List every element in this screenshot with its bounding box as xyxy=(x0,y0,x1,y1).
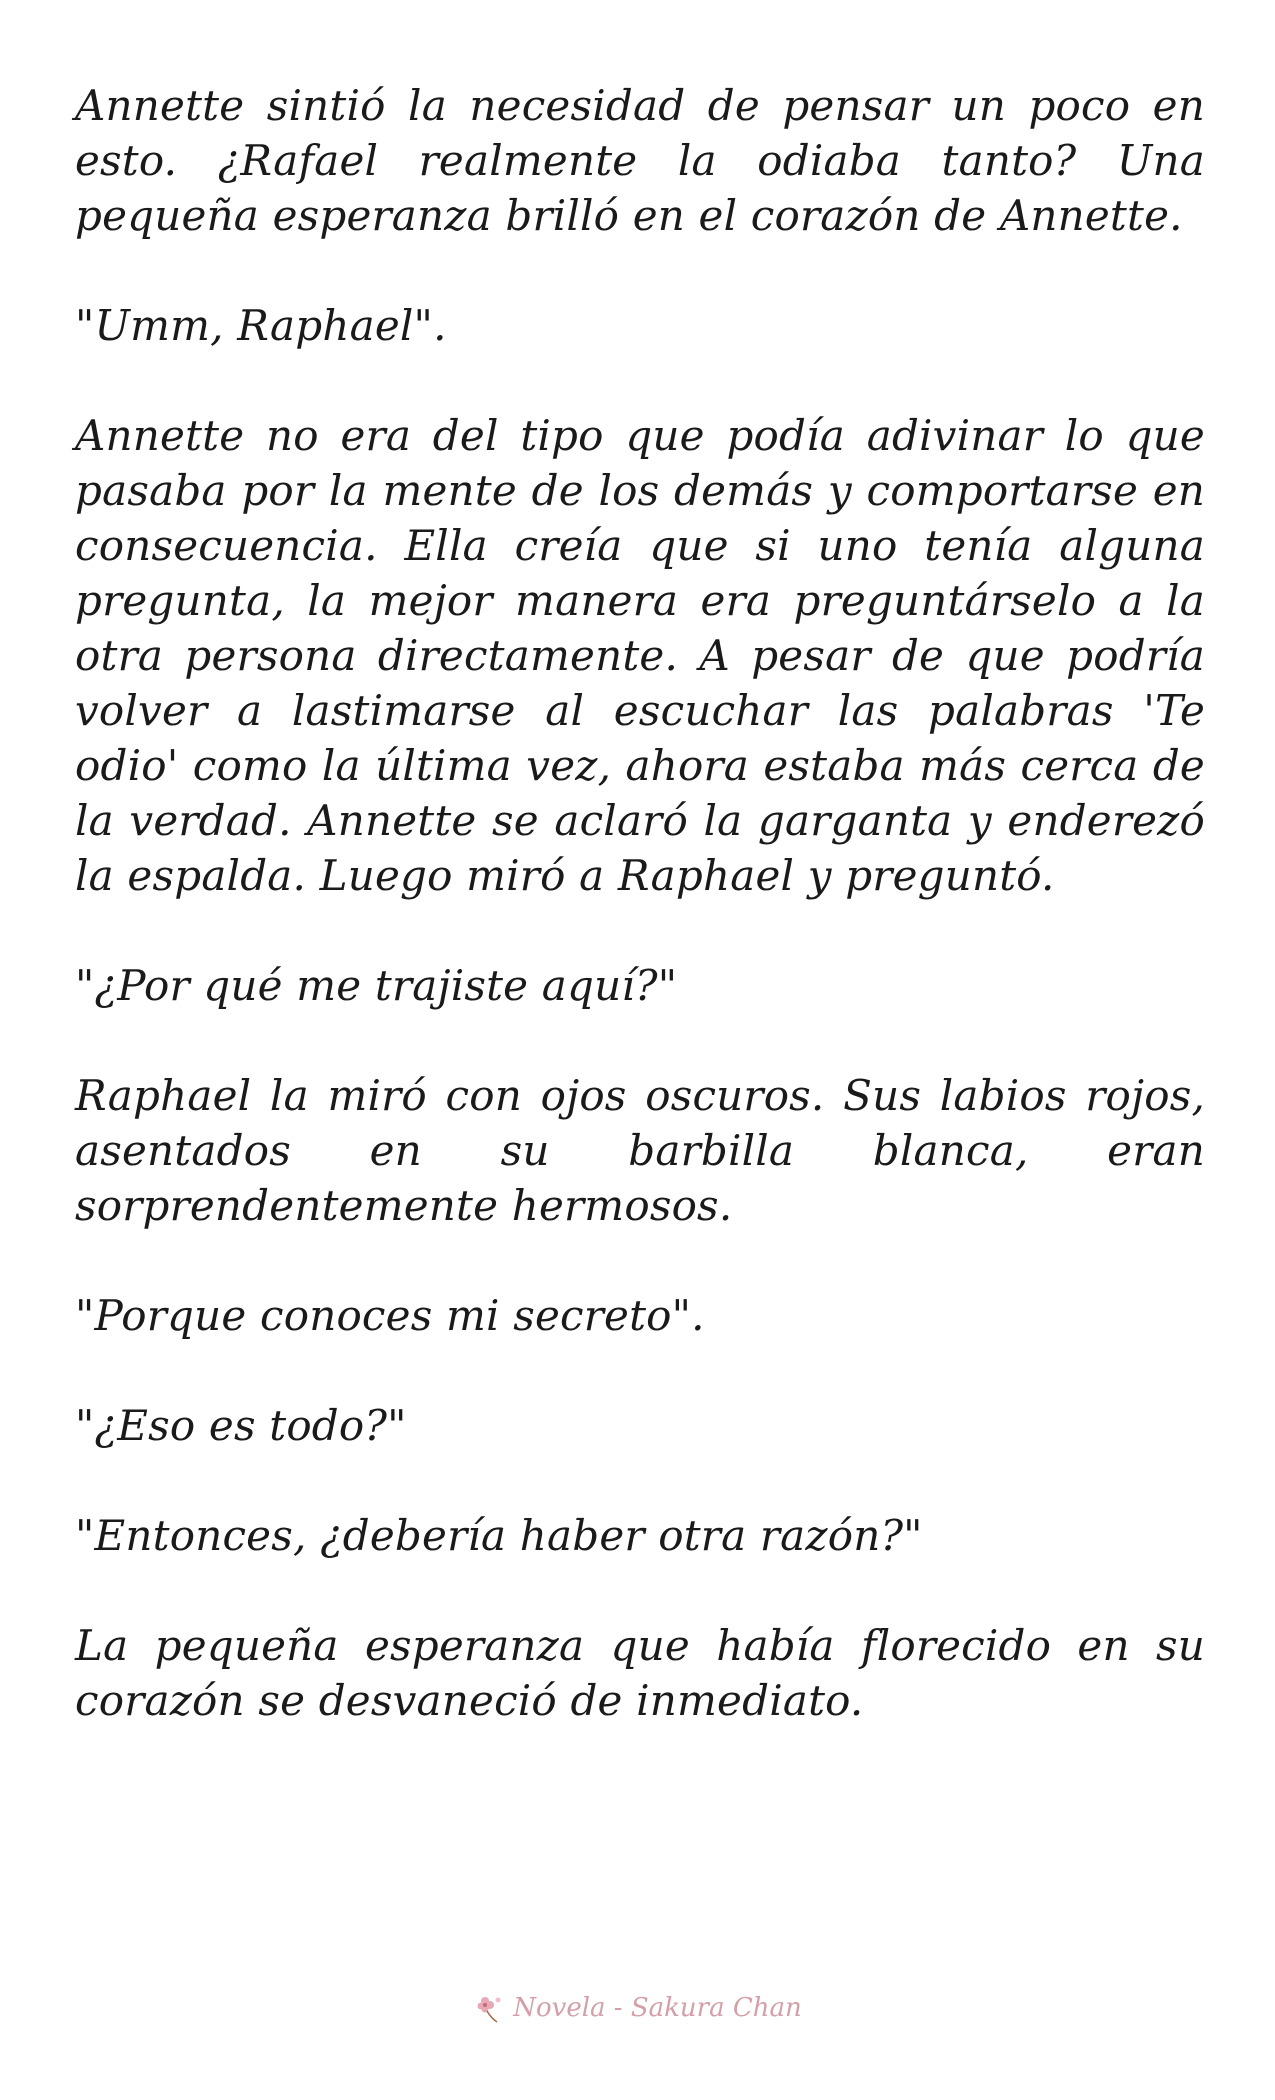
paragraph-4: "¿Por qué me trajiste aquí?" xyxy=(75,961,678,1010)
paragraph-5: Raphael la miró con ojos oscuros. Sus labios rojos, asentados en su barbilla blanca, eran sorprendentemente hermosos. xyxy=(75,1071,1205,1230)
paragraph-8: "Entonces, ¿debería haber otra razón?" xyxy=(75,1511,923,1560)
paragraph-2: "Umm, Raphael". xyxy=(75,301,447,350)
watermark-text: Novela - Sakura Chan xyxy=(513,1993,802,2023)
document-body xyxy=(75,78,1205,1783)
sakura-flower-icon xyxy=(473,1992,507,2026)
paragraph-1: Annette sintió la necesidad de pensar un poco en esto. ¿Rafael realmente la odiaba tanto? Una pequeña esperanza brilló en el corazón de Annette. xyxy=(75,81,1205,240)
paragraph-6: "Porque conoces mi secreto". xyxy=(75,1291,705,1340)
paragraph-9: La pequeña esperanza que había florecido en su corazón se desvaneció de inmediato. xyxy=(75,1621,1205,1725)
paragraph-3: Annette no era del tipo que podía adivinar lo que pasaba por la mente de los demás y comportarse en consecuencia. Ella creía que si uno tenía alguna pregunta, la mejor manera era preguntárselo a la otra persona directamente. A pesar de que podría volver a lastimarse al escuchar las palabras 'Te odio' como la última vez, ahora estaba más cerca de la verdad. Annette se aclaró la garganta y enderezó la espalda. Luego miró a Raphael y preguntó. xyxy=(75,411,1205,900)
paragraph-7: "¿Eso es todo?" xyxy=(75,1401,407,1450)
watermark-footer xyxy=(0,1992,1275,2026)
